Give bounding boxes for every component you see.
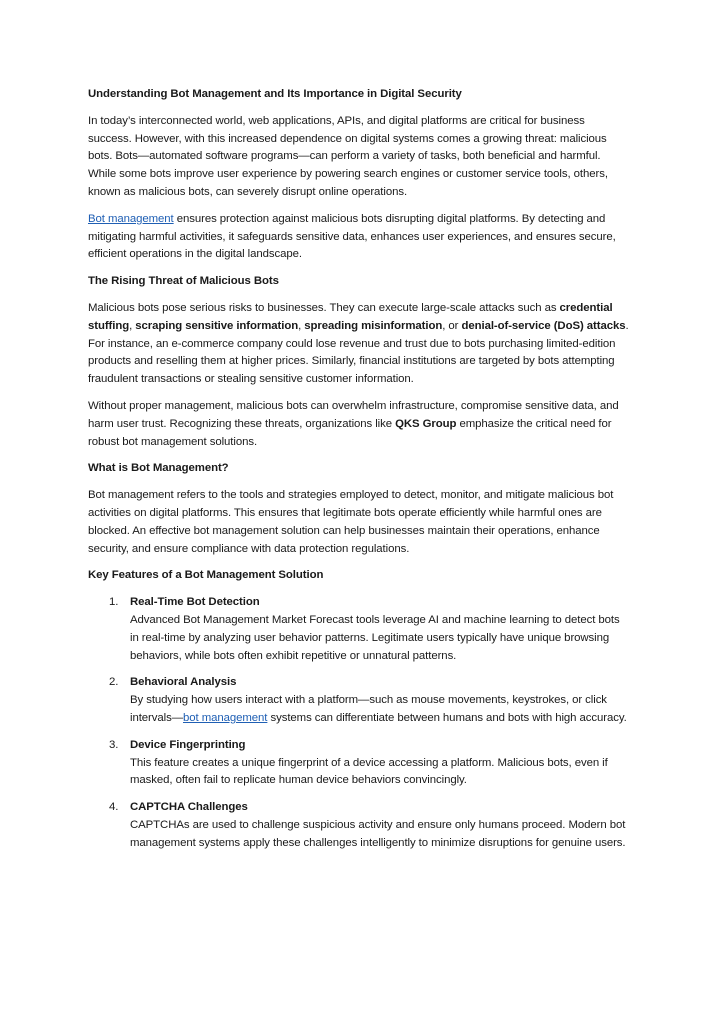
threat-paragraph: [88, 300, 631, 389]
document-body: [88, 86, 631, 852]
feature-body: [130, 692, 631, 728]
feature-body: Advanced Bot Management Market Forecast tools leverage AI and machine learning to detect bots in real-time by analyzing user behavior patterns. Legitimate users typically have unique browsing behaviors, while bots often exhibit repetitive or unnatural patterns.: [130, 613, 620, 662]
features-list: [88, 594, 631, 852]
what-paragraph: Bot management refers to the tools and strategies employed to detect, monitor, and mitigate malicious bot activities on digital platforms. This ensures that legitimate bots operate efficiently while harmful ones are blocked. An effective bot management solution can help businesses maintain their operations, enhance security, and ensure compliance with data protection regulations.: [88, 489, 614, 555]
bot-management-link[interactable]: bot management: [183, 711, 268, 724]
intro-paragraph: In today’s interconnected world, web applications, APIs, and digital platforms are critical for business success. However, with this increased dependence on digital systems comes a growing threat: malicious bots. Bots—automated software programs—can perform a variety of tasks, both beneficial and harmful. While some bots improve user experience by powering search engines or customer service tools, others, known as malicious bots, can severely disrupt online operations.: [88, 114, 608, 198]
main-heading: Understanding Bot Management and Its Importance in Digital Security: [88, 88, 462, 100]
management-need-text-2: emphasize the critical need for robust bot management solutions.: [88, 417, 612, 448]
threat-term-dos: denial-of-service (DoS) attacks: [461, 319, 626, 332]
threat-heading: The Rising Threat of Malicious Bots: [88, 275, 279, 288]
feature-title: Device Fingerprinting: [130, 738, 246, 751]
feature-title: Behavioral Analysis: [130, 676, 237, 689]
bot-management-paragraph-text: ensures protection against malicious bots disrupting digital platforms. By detecting and mitigating harmful activities, it safeguards sensitive data, enhances user experiences, and ensures secure, efficient operations in the digital landscape.: [88, 212, 616, 261]
bot-management-paragraph: [88, 211, 631, 264]
threat-text-4: , or: [442, 319, 462, 332]
feature-title: CAPTCHA Challenges: [130, 801, 248, 814]
what-heading: What is Bot Management?: [88, 462, 229, 475]
threat-term-misinformation: spreading misinformation: [304, 319, 443, 332]
feature-number: 3.: [109, 738, 119, 751]
feature-item: [88, 799, 631, 852]
threat-term-scraping: scraping sensitive information: [135, 319, 299, 332]
threat-text-3: ,: [298, 319, 305, 332]
threat-text-5: . For instance, an e-commerce company could lose revenue and trust due to bots purchasing limited-edition products and reselling them at higher prices. Similarly, financial institutions are targeted by bots attempting fraudulent transactions or stealing sensitive customer information.: [88, 319, 629, 386]
feature-body: This feature creates a unique fingerprint of a device accessing a platform. Malicious bots, even if masked, often fail to replicate human device behaviors convincingly.: [130, 756, 608, 787]
bot-management-link[interactable]: Bot management: [88, 212, 174, 225]
threat-term-credential-stuffing: credential stuffing: [88, 301, 613, 332]
feature-title: Real-Time Bot Detection: [130, 596, 260, 609]
feature-number: 2.: [109, 676, 119, 689]
feature-item: [88, 737, 631, 790]
threat-text-1: Malicious bots pose serious risks to businesses. They can execute large-scale attacks such as: [88, 301, 560, 314]
qks-group-term: QKS Group: [395, 417, 457, 430]
feature-body-text-2: systems can differentiate between humans and bots with high accuracy.: [267, 711, 627, 724]
feature-number: 4.: [109, 801, 119, 814]
feature-item: [88, 594, 631, 665]
feature-number: 1.: [109, 596, 119, 609]
feature-item: [88, 674, 631, 727]
management-need-text-1: Without proper management, malicious bots can overwhelm infrastructure, compromise sensitive data, and harm user trust. Recognizing these threats, organizations like: [88, 399, 619, 430]
features-heading: Key Features of a Bot Management Solution: [88, 569, 324, 582]
feature-body-text-1: By studying how users interact with a platform—such as mouse movements, keystrokes, or click intervals—: [130, 694, 607, 724]
management-need-paragraph: [88, 398, 631, 451]
feature-body: CAPTCHAs are used to challenge suspicious activity and ensure only humans proceed. Modern bot management systems apply these challenges intelligently to minimize disruptions for genuine users.: [130, 818, 626, 849]
threat-text-2: ,: [129, 319, 136, 332]
